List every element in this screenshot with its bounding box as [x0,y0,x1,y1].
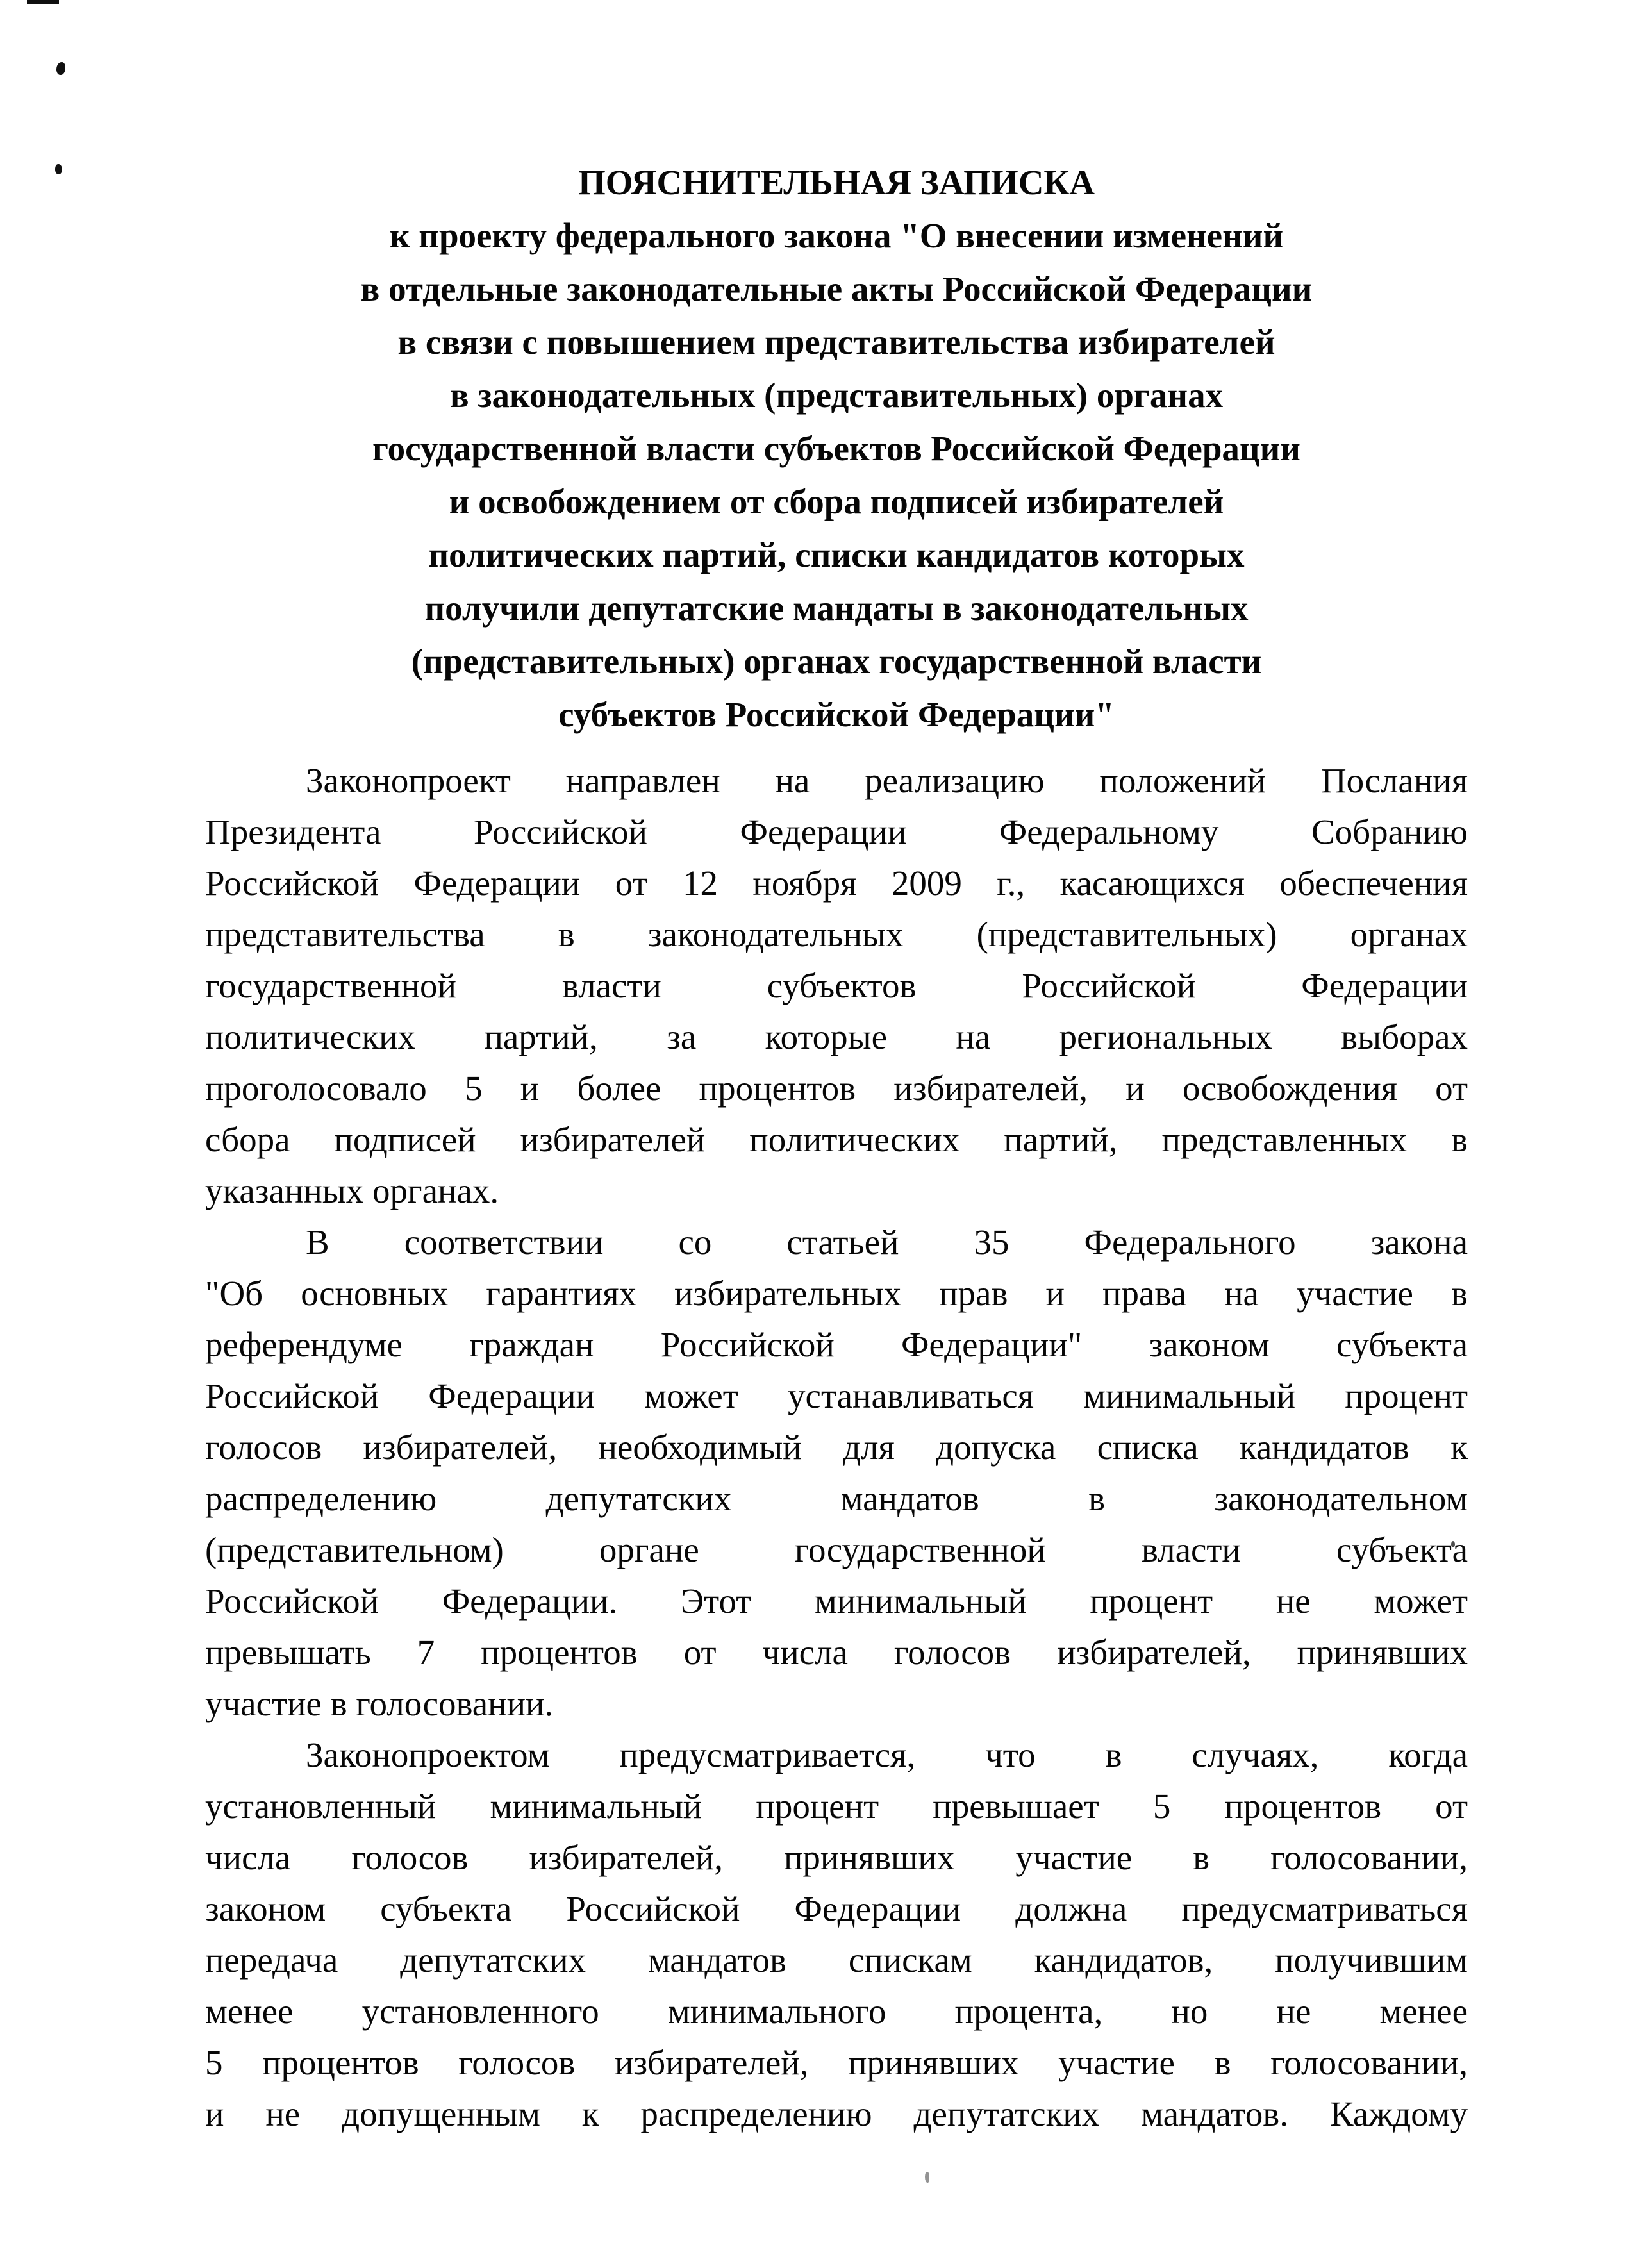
body-line: Законопроектом предусматривается, что в случаях, когда [306,1735,1468,1774]
body-line: участие в голосовании. [205,1684,554,1723]
body-line: и не допущенным к распределению депутатских мандатов. Каждому [205,2094,1468,2133]
body-line: представительства в законодательных (представительных) органах [205,915,1468,954]
scan-speck [56,62,65,75]
body-line: числа голосов избирателей, принявших участие в голосовании, [205,1838,1468,1877]
body-line: Президента Российской Федерации Федеральному Собранию [205,812,1468,851]
title-line: субъектов Российской Федерации" [558,695,1115,734]
body-line: Российской Федерации может устанавливаться минимальный процент [205,1376,1468,1415]
body-line: проголосовало 5 и более процентов избирателей, и освобождения от [205,1069,1468,1108]
body-line: установленный минимальный процент превышает 5 процентов от [205,1787,1468,1826]
title-line: к проекту федерального закона "О внесении изменений [389,216,1284,255]
title-line: ПОЯСНИТЕЛЬНАЯ ЗАПИСКА [577,163,1095,202]
paragraph [205,755,1468,1217]
body-line: В соответствии со статьей 35 Федерального закона [306,1222,1468,1262]
title-line: политических партий, списки кандидатов которых [428,535,1245,574]
body-line: сбора подписей избирателей политических партий, представленных в [205,1120,1468,1159]
body-line: политических партий, за которые на региональных выборах [205,1017,1468,1056]
title-line: получили депутатские мандаты в законодательных [424,588,1249,628]
body-line: менее установленного минимального процента, но не менее [205,1992,1468,2031]
body-line: распределению депутатских мандатов в законодательном [205,1479,1468,1518]
document-body [205,755,1468,2140]
body-line: указанных органах. [205,1171,499,1210]
scan-edge-mark [27,0,59,4]
body-line: законом субъекта Российской Федерации должна предусматриваться [205,1889,1468,1928]
title-line: государственной власти субъектов Российской Федерации [372,429,1300,468]
document-title [205,156,1468,741]
body-line: 5 процентов голосов избирателей, принявших участие в голосовании, [205,2043,1468,2082]
body-line: государственной власти субъектов Российской Федерации [205,966,1468,1005]
title-line: в отдельные законодательные акты Российской Федерации [360,269,1313,308]
document-content [205,156,1468,2140]
paragraph [205,1217,1468,1730]
scan-speck [55,164,62,174]
title-line: в связи с повышением представительства избирателей [397,322,1275,362]
body-line: (представительном) органе государственной власти субъекта [205,1530,1468,1569]
body-line: превышать 7 процентов от числа голосов избирателей, принявших [205,1633,1468,1672]
body-line: голосов избирателей, необходимый для допуска списка кандидатов к [205,1428,1468,1467]
title-line: в законодательных (представительных) органах [449,376,1224,415]
title-line: (представительных) органах государственной власти [411,642,1262,681]
body-line: Законопроект направлен на реализацию положений Послания [306,761,1468,800]
paragraph [205,1730,1468,2140]
body-line: референдуме граждан Российской Федерации" законом субъекта [205,1325,1468,1364]
body-line: передача депутатских мандатов спискам кандидатов, получившим [205,1940,1468,1980]
body-line: Российской Федерации от 12 ноября 2009 г., касающихся обеспечения [205,863,1468,903]
body-line: Российской Федерации. Этот минимальный процент не может [205,1581,1468,1621]
scan-speck [925,2172,929,2183]
body-line: "Об основных гарантиях избирательных прав и права на участие в [205,1274,1468,1313]
title-line: и освобождением от сбора подписей избирателей [449,482,1224,521]
